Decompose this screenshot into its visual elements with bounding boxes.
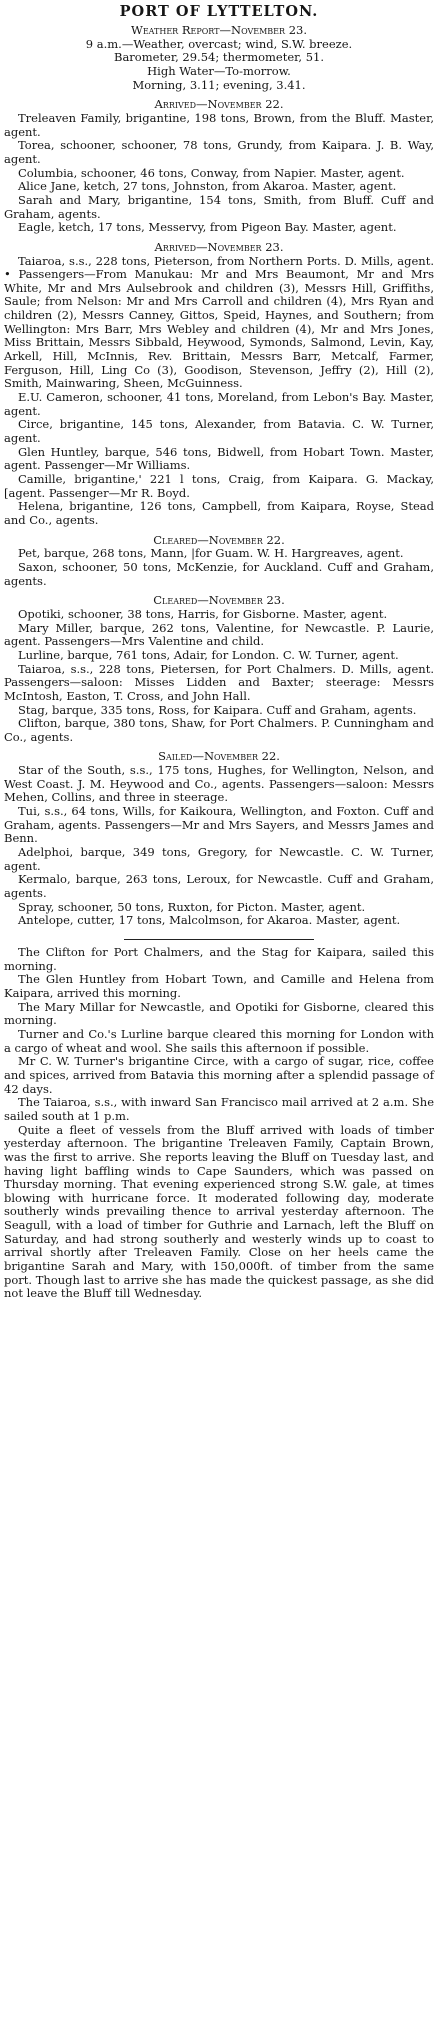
cleared-nov-22-section [4,534,434,589]
weather-report [4,24,434,92]
shipping-entry: Eagle, ketch, 17 tons, Messervy, from Pigeon Bay. Master, agent. [18,220,397,235]
shipping-entry: Clifton, barque, 380 tons, Shaw, for Port Chalmers. P. Cunningham and Co., agents. [4,716,434,744]
section-heading: Cleared—November 23. [153,593,285,608]
note-paragraph: Quite a fleet of vessels from the Bluff arrived with loads of timber yesterday afternoon. The brigantine Treleaven Family, Captain Brown, was the first to arrive. She reports leaving the Bluff on Tuesday last, and having light baffling winds to Cape Saunders, which was passed on Thursday morning. That evening experienced strong S.W. gale, at times blowing with hurricane force. It moderated following day, moderate southerly winds prevailing thence to arrival yesterday afternoon. The Seagull, with a load of timber for Guthrie and Larnach, left the Bluff on Saturday, and had strong southerly and westerly winds up to coast to arrival shortly after Treleaven Family. Close on her heels came the brigantine Sarah and Mary, with 150,000ft. of timber from the same port. Though last to arrive she has made the quickest passage, as she did not leave the Bluff till Wednesday. [4,1122,434,1301]
shipping-entry: Camille, brigantine,' 221 l tons, Craig, from Kaipara. G. Mackay, [agent. Passenger—Mr R. Boyd. [4,472,434,500]
note-paragraph: Turner and Co.'s Lurline barque cleared this morning for London with a cargo of wheat and wool. She sails this afternoon if possible. [4,1026,434,1055]
note-paragraph: The Taiaroa, s.s., with inward San Francisco mail arrived at 2 a.m. She sailed south at 1 p.m. [4,1095,434,1123]
shipping-entry: Antelope, cutter, 17 tons, Malcolmson, for Akaroa. Master, agent. [18,913,401,928]
note-paragraph: Mr C. W. Turner's brigantine Circe, with a cargo of sugar, rice, coffee and spices, arrived from Batavia this morning after a splendid passage of 42 days. [4,1054,434,1096]
note-paragraph: The Glen Huntley from Hobart Town, and Camille and Helena from Kaipara, arrived this morning. [4,972,434,1000]
section-divider [124,939,314,940]
page-title: PORT OF LYTTELTON. [119,3,319,20]
high-water-times: Morning, 3.11; evening, 3.41. [132,77,306,92]
weather-conditions: 9 a.m.—Weather, overcast; wind, S.W. breeze. [85,36,353,51]
weather-barometer: Barometer, 29.54; thermometer, 51. [114,50,324,65]
arrived-nov-22-section [4,98,434,235]
shipping-entry: Helena, brigantine, 126 tons, Campbell, from Kaipara, Royse, Stead and Co., agents. [4,499,434,527]
shipping-entry: Stag, barque, 335 tons, Ross, for Kaipara. Cuff and Graham, agents. [18,702,417,717]
shipping-entry: Alice Jane, ketch, 27 tons, Johnston, from Akaroa. Master, agent. [18,179,397,194]
cleared-nov-23-section [4,594,434,744]
note-paragraph: The Mary Millar for Newcastle, and Opotiki for Gisborne, cleared this morning. [4,999,434,1028]
shipping-notes [4,946,434,1301]
shipping-entry: Kermalo, barque, 263 tons, Leroux, for Newcastle. Cuff and Graham, agents. [4,872,434,901]
high-water-heading: High Water—To-morrow. [147,63,291,78]
section-heading: Cleared—November 22. [153,532,285,547]
weather-heading: Weather Report—November 23. [131,23,307,37]
shipping-entry: Circe, brigantine, 145 tons, Alexander, from Batavia. C. W. Turner, agent. [4,417,434,446]
note-paragraph: The Clifton for Port Chalmers, and the Stag for Kaipara, sailed this morning. [4,945,434,973]
shipping-entry: Glen Huntley, barque, 546 tons, Bidwell, from Hobart Town. Master, agent. Passenger—Mr Williams. [4,444,434,473]
section-heading: Sailed—November 22. [158,749,280,764]
sailed-nov-22-section [4,750,434,928]
shipping-entry: Star of the South, s.s., 175 tons, Hughes, for Wellington, Nelson, and West Coast. J. M. Heywood and Co., agents. Passengers—saloon: Messrs Mehen, Collins, and three in steerage. [4,763,434,805]
shipping-entry: Pet, barque, 268 tons, Mann, |for Guam. W. H. Hargreaves, agent. [18,546,404,561]
shipping-entry: Mary Miller, barque, 262 tons, Valentine, for Newcastle. P. Laurie, agent. Passengers—Mrs Valentine and child. [4,620,434,649]
shipping-entry: Saxon, schooner, 50 tons, McKenzie, for Auckland. Cuff and Graham, agents. [4,559,434,588]
section-heading: Arrived—November 22. [154,97,284,112]
shipping-entry: Spray, schooner, 50 tons, Ruxton, for Picton. Master, agent. [18,899,366,914]
shipping-entry: Tui, s.s., 64 tons, Wills, for Kaikoura, Wellington, and Foxton. Cuff and Graham, agents. Passengers—Mr and Mrs Sayers, and Messrs James and Benn. [4,804,434,846]
arrived-nov-23-section [4,241,434,528]
shipping-entry: Taiaroa, s.s., 228 tons, Pietersen, for Port Chalmers. D. Mills, agent. Passengers—saloon: Misses Lidden and Baxter; steerage: Messrs McIntosh, Easton, T. Cross, and John Hall. [4,661,434,703]
shipping-entry: Lurline, barque, 761 tons, Adair, for London. C. W. Turner, agent. [18,647,399,662]
shipping-entry: Columbia, schooner, 46 tons, Conway, from Napier. Master, agent. [18,165,405,180]
shipping-entry: Taiaroa, s.s., 228 tons, Pieterson, from Northern Ports. D. Mills, agent. • Passengers—From Manukau: Mr and Mrs Beaumont, Mr and Mrs White, Mr and Mrs Aulsebrook and children (3), Messrs Hill, Griffiths, Saule; from Nelson: Mr and Mrs Carroll and children (4), Mrs Ryan and children (2), Messrs Canney, Gittos, Speid, Haynes, and Southern; from Wellington: Mrs Barr, Mrs Webley and children (4), Mr and Mrs Jones, Miss Brittain, Messrs Sibbald, Heywood, Symonds, Salmond, Levin, Kay, Arkell, Hill, McInnis, Rev. Brittain, Messrs Barr, Metcalf, Farmer, Ferguson, Hill, Ling Co (3), Goodison, Stevenson, Jeffry (2), Hill (2), Smith, Mainwaring, Sheen, McGuinness. [4,253,434,391]
section-heading: Arrived—November 23. [154,239,284,254]
shipping-entry: Adelphoi, barque, 349 tons, Gregory, for Newcastle. C. W. Turner, agent. [4,845,434,873]
shipping-entry: E.U. Cameron, schooner, 41 tons, Moreland, from Lebon's Bay. Master, agent. [4,390,434,418]
shipping-entry: Treleaven Family, brigantine, 198 tons, Brown, from the Bluff. Master, agent. [4,110,434,139]
shipping-entry: Torea, schooner, schooner, 78 tons, Grundy, from Kaipara. J. B. Way, agent. [4,138,434,166]
shipping-entry: Opotiki, schooner, 38 tons, Harris, for Gisborne. Master, agent. [18,606,388,621]
shipping-entry: Sarah and Mary, brigantine, 154 tons, Smith, from Bluff. Cuff and Graham, agents. [4,192,434,221]
